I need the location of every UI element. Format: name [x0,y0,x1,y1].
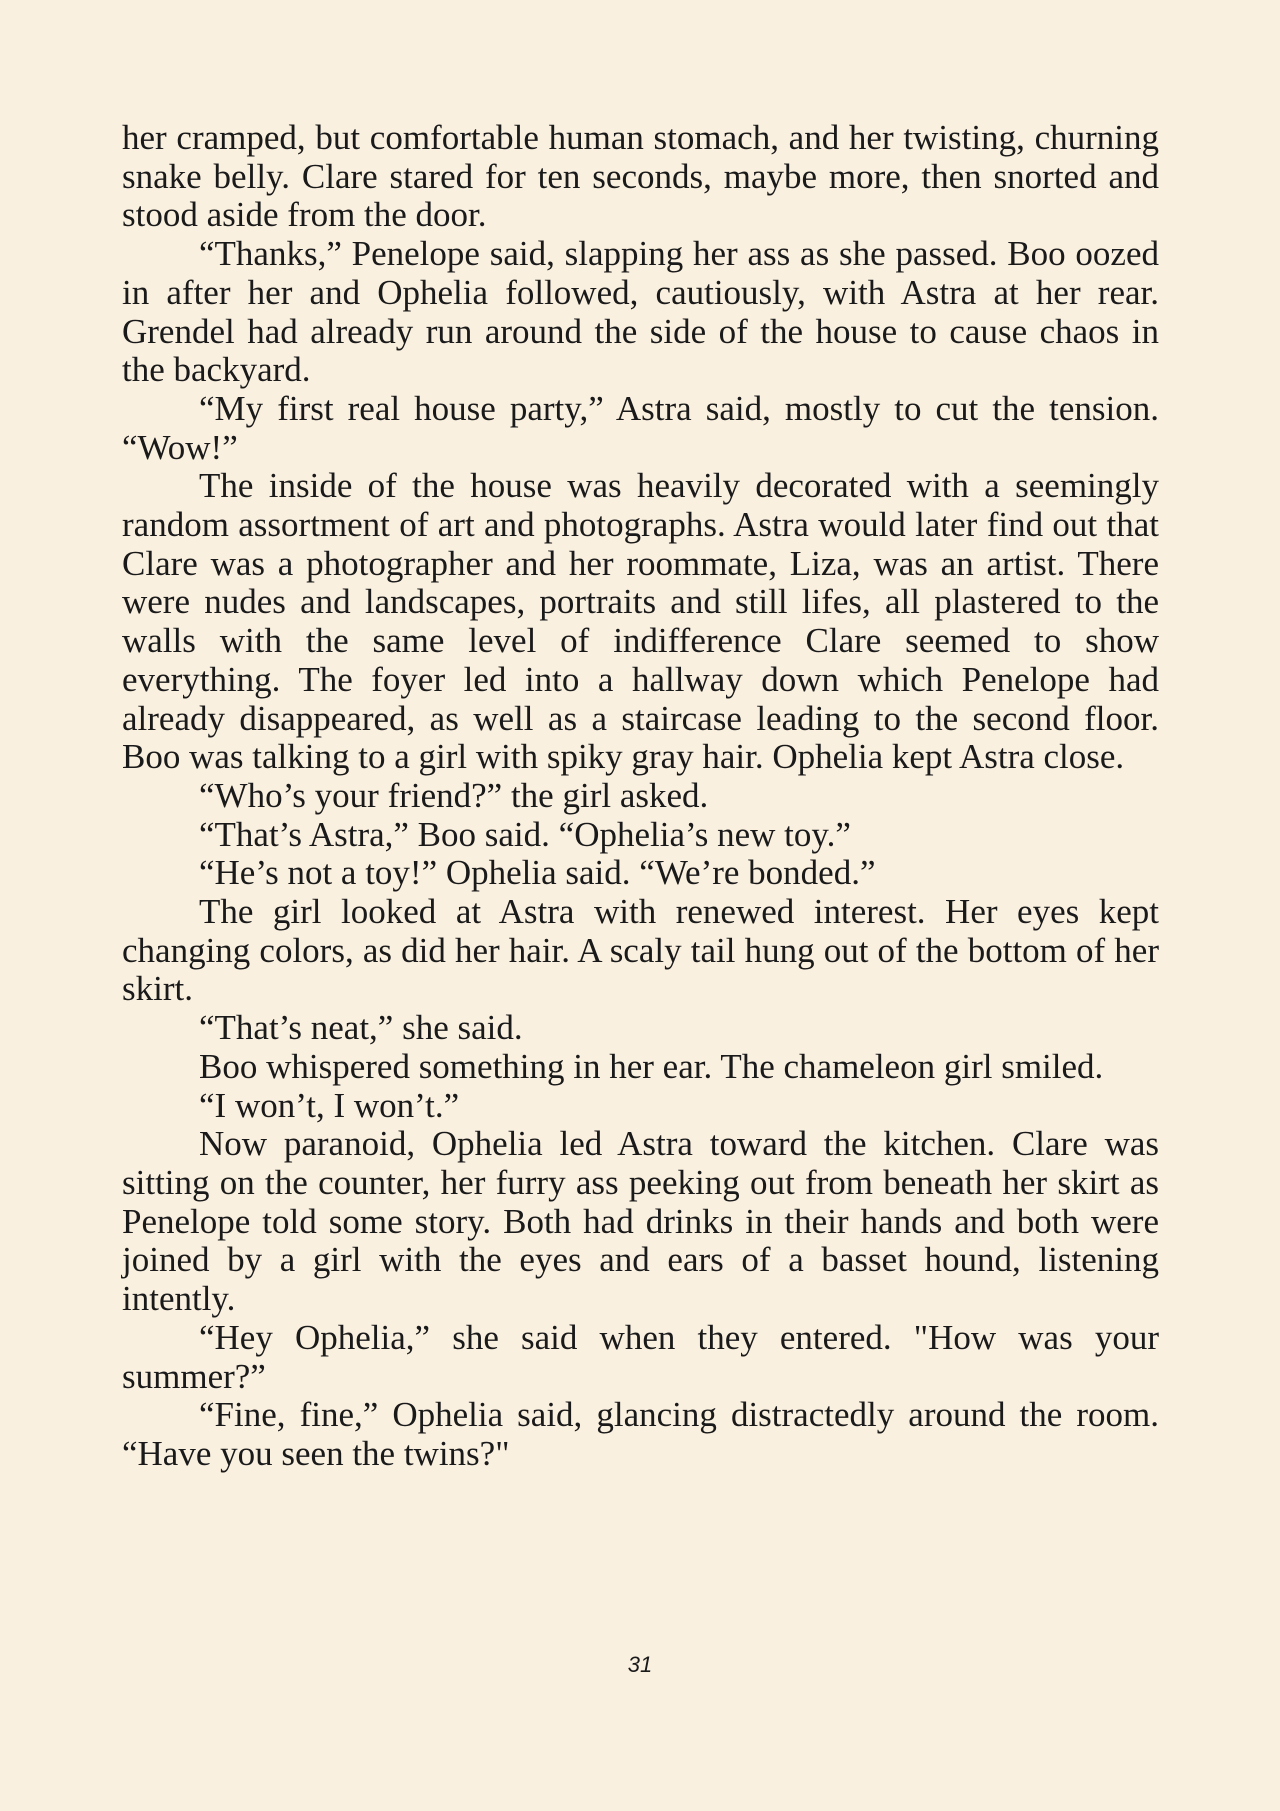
paragraph: “Who’s your friend?” the girl asked. [199,775,709,815]
paragraph: Boo whispered something in her ear. The chameleon girl smiled. [199,1046,1104,1086]
paragraph: her cramped, but comfortable human stomach, and her twisting, churning snake belly. Clare stared for ten seconds, maybe more, then snorted and stood aside from the door. [122,118,1159,235]
paragraph: The girl looked at Astra with renewed interest. Her eyes kept changing colors, as did her hair. A scaly tail hung out of the bottom of her skirt. [122,892,1159,1009]
body-text [122,119,1159,1474]
paragraph: “Hey Ophelia,” she said when they entered. "How was your summer?” [122,1317,1159,1396]
paragraph: “My first real house party,” Astra said, mostly to cut the tension. “Wow!” [122,388,1159,467]
paragraph: “That’s neat,” she said. [199,1008,523,1048]
paragraph: “Fine, fine,” Ophelia said, glancing distractedly around the room. “Have you seen the twins?" [122,1395,1159,1473]
paragraph: The inside of the house was heavily decorated with a seemingly random assortment of art and photographs. Astra would later find out that Clare was a photographer and her roommate, Liza, was an artist. There were nudes and landscapes, portraits and still lifes, all plastered to the walls with the same level of indifference Clare seemed to show everything. The foyer led into a hallway down which Penelope had already disappeared, as well as a staircase leading to the second floor. Boo was talking to a girl with spiky gray hair. Ophelia kept Astra close. [122,466,1159,777]
paragraph: “That’s Astra,” Boo said. “Ophelia’s new toy.” [199,814,851,854]
paragraph: “I won’t, I won’t.” [199,1085,460,1125]
paragraph: Now paranoid, Ophelia led Astra toward the kitchen. Clare was sitting on the counter, her furry ass peeking out from beneath her skirt as Penelope told some story. Both had drinks in their hands and both were joined by a girl with the eyes and ears of a basset hound, listening intently. [122,1124,1159,1319]
page-number: 31 [627,1652,653,1677]
paragraph: “Thanks,” Penelope said, slapping her ass as she passed. Boo oozed in after her and Ophelia followed, cautiously, with Astra at her rear. Grendel had already run around the side of the house to cause chaos in the backyard. [122,234,1159,390]
paragraph: “He’s not a toy!” Ophelia said. “We’re bonded.” [199,853,876,893]
